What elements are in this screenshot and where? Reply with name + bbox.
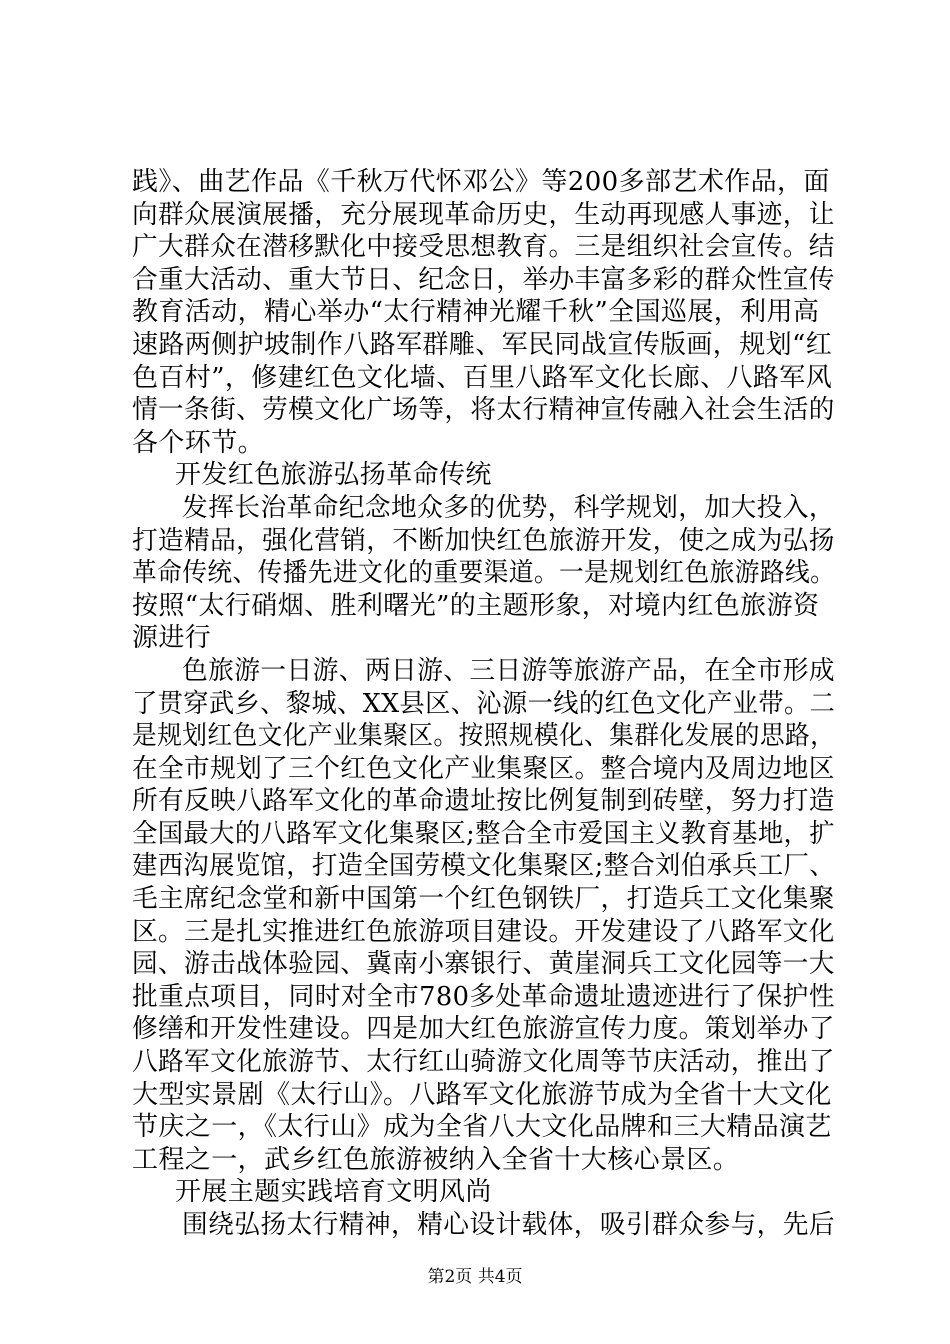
- text-line: 打造精品，强化营销，不断加快红色旅游开发，使之成为弘扬: [132, 526, 835, 556]
- section-heading: 开展主题实践培育文明风尚: [175, 1177, 492, 1207]
- text-line: 色旅游一日游、两日游、三日游等旅游产品，在全市形成: [182, 656, 836, 686]
- text-line: 八路军文化旅游节、太行红山骑游文化周等节庆活动，推出了: [132, 1047, 835, 1077]
- text-line: 各个环节。: [132, 428, 265, 458]
- text-line: 发挥长治革命纪念地众多的优势，科学规划，加大投入，: [182, 493, 836, 523]
- text-line: 批重点项目，同时对全市780多处革命遗址遗迹进行了保护性: [132, 982, 835, 1012]
- text-line: 区。三是扎实推进红色旅游项目建设。开发建设了八路军文化: [132, 917, 835, 947]
- text-line: 源进行: [132, 623, 212, 653]
- text-line: 速路两侧护坡制作八路军群雕、军民同战宣传版画，规划“红: [132, 330, 833, 360]
- text-line: 园、游击战体验园、冀南小寨银行、黄崖洞兵工文化园等一大: [132, 949, 835, 979]
- text-line: 工程之一，武乡红色旅游被纳入全省十大核心景区。: [132, 1145, 740, 1175]
- text-line: 大型实景剧《太行山》。八路军文化旅游节成为全省十大文化: [132, 1080, 832, 1110]
- text-line: 所有反映八路军文化的革命遗址按比例复制到砖壁，努力打造: [132, 786, 835, 816]
- text-line: 毛主席纪念堂和新中国第一个红色钢铁厂，打造兵工文化集聚: [132, 884, 835, 914]
- text-line: 情一条街、劳模文化广场等，将太行精神宣传融入社会生活的: [132, 395, 835, 425]
- text-line: 合重大活动、重大节日、纪念日，举办丰富多彩的群众性宣传: [132, 265, 835, 295]
- text-line: 色百村”，修建红色文化墙、百里八路军文化长廊、八路军风: [132, 363, 833, 393]
- text-line: 围绕弘扬太行精神，精心设计载体，吸引群众参与，先后: [182, 1210, 836, 1240]
- text-line: 教育活动，精心举办“太行精神光耀千秋”全国巡展，利用高: [132, 297, 820, 327]
- text-line: 了贯穿武乡、黎城、XX县区、沁源一线的红色文化产业带。二: [132, 689, 836, 719]
- text-line: 是规划红色文化产业集聚区。按照规模化、集群化发展的思路，: [132, 721, 836, 751]
- text-line: 建西沟展览馆，打造全国劳模文化集聚区;整合刘伯承兵工厂、: [132, 851, 835, 881]
- text-line: 全国最大的八路军文化集聚区;整合全市爱国主义教育基地，扩: [132, 819, 835, 849]
- text-line: 向群众展演展播，充分展现革命历史，生动再现感人事迹，让: [132, 200, 835, 230]
- page-footer: 第2页 共4页: [427, 1267, 523, 1287]
- section-heading: 开发红色旅游弘扬革命传统: [175, 460, 492, 490]
- text-line: 践》、曲艺作品《千秋万代怀邓公》等200多部艺术作品，面: [132, 167, 830, 197]
- text-line: 在全市规划了三个红色文化产业集聚区。整合境内及周边地区: [132, 754, 835, 784]
- text-line: 革命传统、传播先进文化的重要渠道。一是规划红色旅游路线。: [132, 558, 836, 588]
- text-line: 按照“太行硝烟、胜利曙光”的主题形象，对境内红色旅游资: [132, 591, 820, 621]
- text-line: 节庆之一，《太行山》成为全省八大文化品牌和三大精品演艺: [132, 1112, 832, 1142]
- text-line: 广大群众在潜移默化中接受思想教育。三是组织社会宣传。结: [132, 232, 835, 262]
- text-line: 修缮和开发性建设。四是加大红色旅游宣传力度。策划举办了: [132, 1014, 835, 1044]
